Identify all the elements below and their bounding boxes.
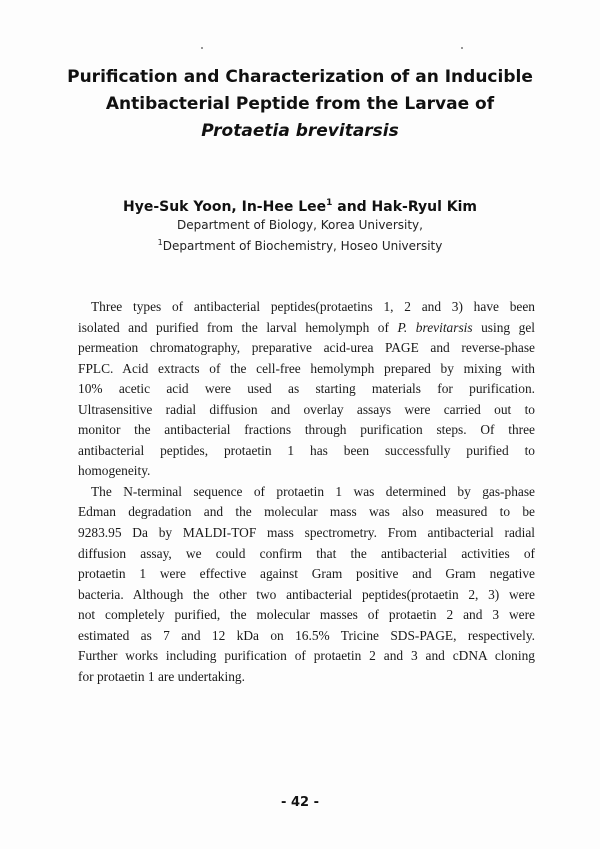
- abstract-line: antibacterial peptides, protaetin 1 has been successfully purified to: [78, 442, 535, 458]
- title-line-2: Antibacterial Peptide from the Larvae of: [105, 94, 495, 114]
- abstract-line: FPLC. Acid extracts of the cell-free hemolymph prepared by mixing with: [78, 360, 535, 376]
- abstract-line: bacteria. Although the other two antibacterial peptides(protaetin 2, 3) were: [78, 586, 535, 602]
- author-name: In-Hee Lee: [241, 199, 327, 215]
- affiliation-marker: 1: [157, 238, 163, 247]
- abstract-line: monitor the antibacterial fractions through purification steps. Of three: [78, 422, 535, 438]
- affiliation-text: Department of Biochemistry, Hoseo University: [162, 239, 443, 253]
- abstract-line: Further works including purification of protaetin 2 and 3 and cDNA cloning: [78, 648, 535, 664]
- affiliation-2: [40, 234, 560, 255]
- abstract-line: Edman degradation and the molecular mass was also measured to be: [78, 504, 535, 520]
- title-line-1: Purification and Characterization of an Inducible: [67, 67, 533, 87]
- abstract-line: 10% acetic acid were used as starting materials for purification.: [78, 381, 535, 397]
- species-name-italic: P. brevitarsis: [397, 319, 473, 335]
- abstract-line: homogeneity.: [78, 463, 151, 479]
- abstract-line: not completely purified, the molecular masses of protaetin 2 and 3 were: [78, 607, 535, 623]
- abstract-line: 9283.95 Da by MALDI-TOF mass spectrometry. From antibacterial radial: [78, 525, 535, 541]
- page-number: - 42 -: [281, 795, 319, 810]
- abstract-line: for protaetin 1 are undertaking.: [78, 668, 245, 684]
- author-name: Hye-Suk Yoon,: [122, 199, 242, 215]
- abstract-line: [78, 318, 535, 339]
- affiliation-marker: 1: [326, 198, 333, 208]
- abstract-line: Three types of antibacterial peptides(protaetins 1, 2 and 3) have been: [91, 299, 535, 314]
- abstract-body: [78, 297, 535, 687]
- scan-speck: [461, 47, 463, 49]
- abstract-line-part: isolated and purified from the larval hemolymph of: [78, 319, 398, 335]
- scan-speck: [201, 47, 203, 49]
- abstract-line: estimated as 7 and 12 kDa on 16.5% Tricine SDS-PAGE, respectively.: [78, 627, 535, 643]
- author-name: and Hak-Ryul Kim: [332, 199, 477, 215]
- paper-title: [40, 64, 560, 145]
- affiliation-1: Department of Biology, Korea University,: [177, 218, 423, 232]
- abstract-line: The N-terminal sequence of protaetin 1 was determined by gas-phase: [91, 483, 535, 499]
- author-list: [40, 193, 560, 217]
- abstract-line-part: using gel: [472, 319, 535, 335]
- title-line-3: Protaetia brevitarsis: [201, 121, 399, 141]
- abstract-line: permeation chromatography, preparative acid-urea PAGE and reverse-phase: [78, 340, 535, 356]
- abstract-line: diffusion assay, we could confirm that the antibacterial activities of: [78, 545, 535, 561]
- abstract-line: protaetin 1 were effective against Gram positive and Gram negative: [78, 566, 535, 582]
- abstract-line: Ultrasensitive radial diffusion and overlay assays were carried out to: [78, 401, 535, 417]
